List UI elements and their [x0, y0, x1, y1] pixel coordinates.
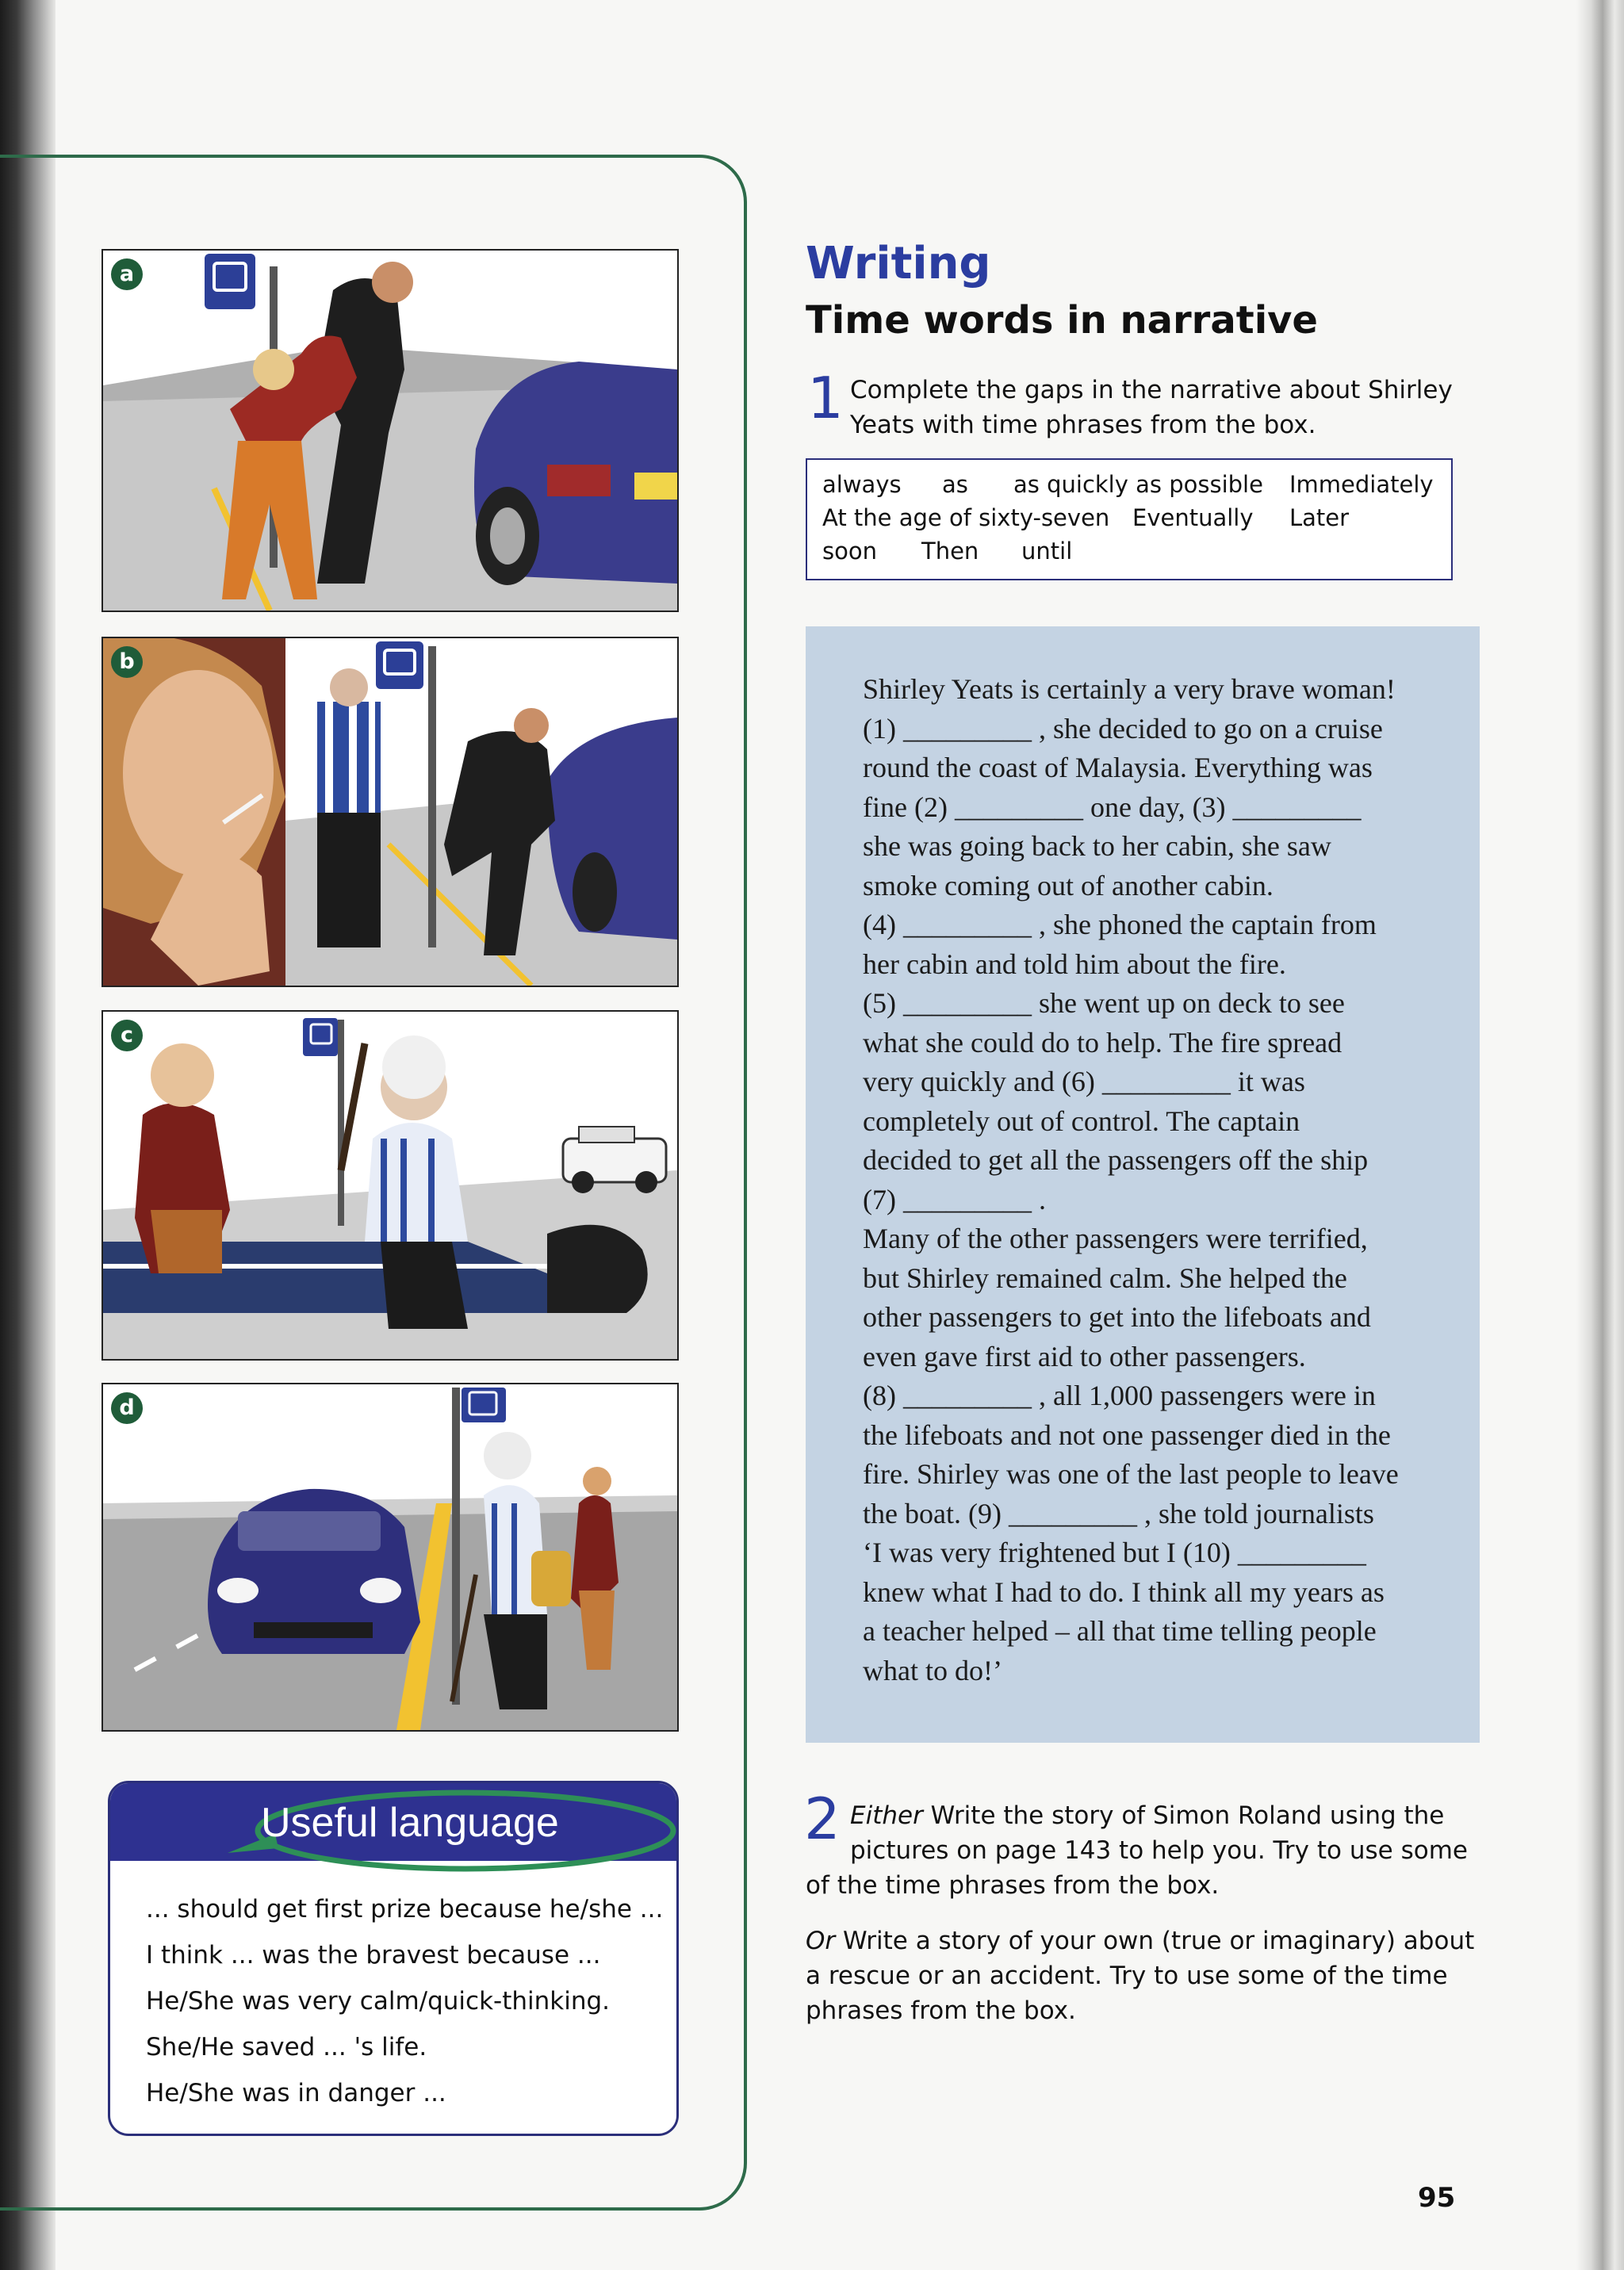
narrative-line: the boat. (9) _________ , she told journalists — [863, 1497, 1374, 1529]
either-text: Write the story of Simon Roland using the — [922, 1801, 1445, 1830]
narrative-line: other passengers to get into the lifeboats and — [863, 1301, 1371, 1333]
narrative-line: (7) _________ . — [863, 1183, 1046, 1215]
or-word: Or — [806, 1927, 836, 1955]
useful-language-item: He/She was very calm/quick-thinking. — [146, 1987, 611, 2015]
narrative-line: a teacher helped – all that time telling people — [863, 1615, 1377, 1647]
time-phrase: At the age of sixty-seven — [822, 504, 1110, 531]
picture-d — [102, 1383, 679, 1732]
picture-c-illustration — [103, 1012, 677, 1359]
narrative-line: what to do!’ — [863, 1654, 1002, 1686]
narrative-line: even gave first aid to other passengers. — [863, 1340, 1306, 1372]
useful-language-item: He/She was in danger ... — [146, 2079, 446, 2107]
narrative-line: smoke coming out of another cabin. — [863, 869, 1274, 901]
picture-label: a — [111, 258, 143, 290]
narrative-line: ‘I was very frightened but I (10) _________ — [863, 1537, 1366, 1568]
instruction-line — [806, 1924, 1475, 1958]
picture-b — [102, 637, 679, 987]
useful-language-list — [146, 1886, 663, 2116]
picture-a-illustration — [103, 251, 677, 611]
narrative-line: fine (2) _________ one day, (3) _________ — [863, 790, 1362, 823]
narrative-line: she was going back to her cabin, she saw — [863, 830, 1331, 862]
exercise-1-instruction — [850, 373, 1453, 442]
or-text: Write a story of your own (true or imaginary) about — [835, 1927, 1475, 1955]
exercise-2-either-b — [806, 1868, 1219, 1903]
narrative-line: very quickly and (6) _________ it was — [863, 1066, 1305, 1097]
narrative-line: completely out of control. The captain — [863, 1104, 1300, 1137]
narrative-line: (4) _________ , she phoned the captain from — [863, 909, 1377, 940]
narrative-line: Many of the other passengers were terrified, — [863, 1223, 1368, 1254]
either-word: Either — [850, 1801, 923, 1830]
exercise-1-number: 1 — [807, 365, 844, 431]
time-phrase: always — [822, 471, 902, 498]
narrative-line: round the coast of Malaysia. Everything was — [863, 752, 1373, 783]
narrative-line: her cabin and told him about the fire. — [863, 947, 1286, 980]
time-phrase-box — [806, 458, 1453, 580]
picture-a — [102, 249, 679, 612]
exercise-2-or — [806, 1924, 1475, 2028]
narrative-line: fire. Shirley was one of the last people to leave — [863, 1458, 1399, 1490]
time-phrase: Later — [1289, 504, 1350, 531]
instruction-line: Complete the gaps in the narrative about Shirley — [850, 376, 1453, 404]
instruction-line: phrases from the box. — [806, 1996, 1076, 2025]
useful-language-item: I think ... was the bravest because ... — [146, 1941, 601, 1970]
useful-language-box — [108, 1781, 679, 2136]
picture-label: c — [111, 1020, 143, 1051]
page-edge — [1576, 0, 1624, 2270]
time-phrase: as quickly as possible — [1013, 471, 1263, 498]
narrative-line: but Shirley remained calm. She helped the — [863, 1261, 1347, 1294]
page-number: 95 — [1418, 2182, 1456, 2214]
picture-b-illustration — [103, 638, 677, 986]
time-phrase: as — [942, 471, 968, 498]
picture-label: b — [111, 646, 143, 678]
time-phrase: soon — [822, 538, 877, 565]
narrative-line: (1) _________ , she decided to go on a cruise — [863, 712, 1383, 745]
time-phrase: until — [1021, 538, 1073, 565]
time-phrase: Immediately — [1289, 471, 1434, 498]
exercise-2-either-a — [850, 1798, 1469, 1868]
useful-language-title: Useful language — [261, 1800, 559, 1846]
narrative-line: what she could do to help. The fire spread — [863, 1026, 1342, 1058]
instruction-line — [850, 1798, 1469, 1833]
picture-c — [102, 1010, 679, 1361]
instruction-line: pictures on page 143 to help you. Try to use some — [850, 1836, 1468, 1865]
time-phrase: Then — [921, 538, 979, 565]
instruction-line: Yeats with time phrases from the box. — [850, 411, 1316, 439]
instruction-line: of the time phrases from the box. — [806, 1871, 1220, 1900]
exercise-2-number: 2 — [804, 1786, 841, 1852]
narrative-line: the lifeboats and not one passenger died in the — [863, 1418, 1391, 1451]
narrative-line: (5) _________ she went up on deck to see — [863, 987, 1345, 1019]
narrative-line: knew what I had to do. I think all my years as — [863, 1575, 1385, 1608]
instruction-line: a rescue or an accident. Try to use some of the time — [806, 1962, 1448, 1990]
picture-d-illustration — [103, 1384, 677, 1730]
useful-language-item: ... should get first prize because he/she ... — [146, 1895, 664, 1924]
section-subheading: Time words in narrative — [806, 298, 1318, 343]
narrative-line: Shirley Yeats is certainly a very brave woman! — [863, 673, 1396, 705]
useful-language-item: She/He saved ... 's life. — [146, 2033, 427, 2061]
narrative-text — [863, 670, 1442, 1690]
section-heading: Writing — [806, 238, 991, 289]
narrative-box — [806, 626, 1480, 1743]
narrative-line: (8) _________ , all 1,000 passengers were in — [863, 1380, 1376, 1411]
narrative-line: decided to get all the passengers off the ship — [863, 1144, 1369, 1176]
time-phrase: Eventually — [1132, 504, 1254, 531]
picture-label: d — [111, 1392, 143, 1424]
